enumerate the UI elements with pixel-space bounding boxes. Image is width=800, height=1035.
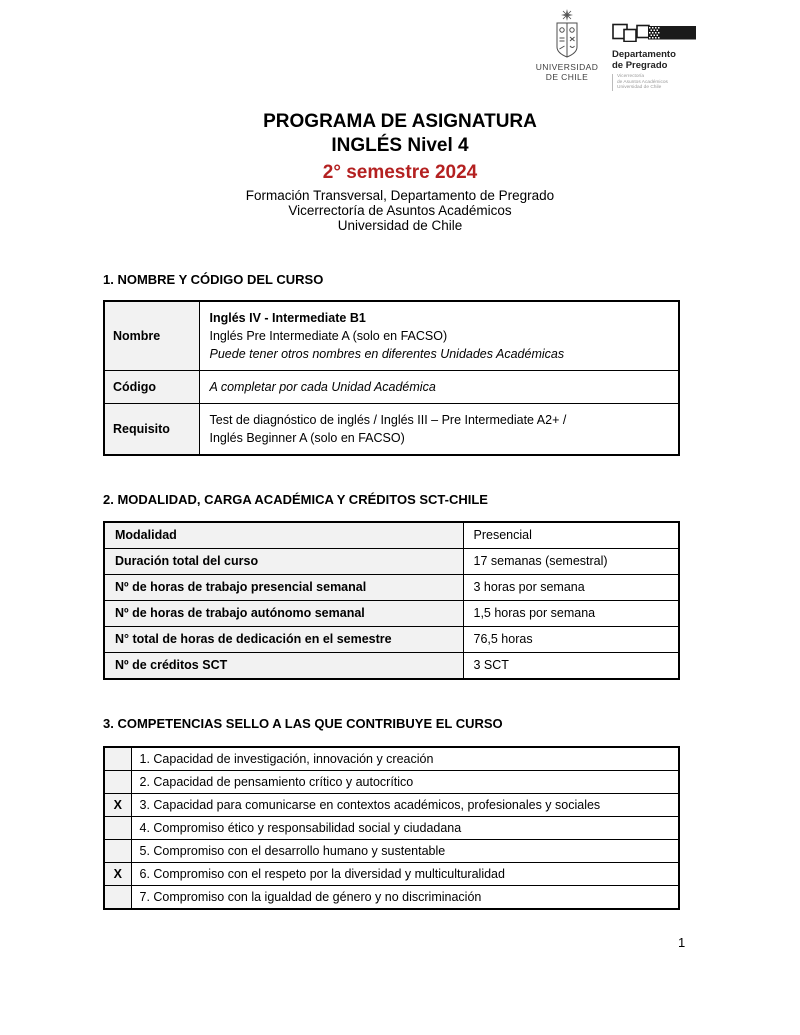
course-table-body — [104, 301, 679, 455]
competency-text: 2. Capacidad de pensamiento crítico y autocrítico — [131, 771, 679, 794]
row-label: N° total de horas de dedicación en el semestre — [104, 627, 463, 653]
value-line: Inglés Beginner A (solo en FACSO) — [209, 431, 405, 445]
row-value — [199, 371, 679, 404]
competency-mark — [104, 747, 131, 771]
row-label: Nº de horas de trabajo presencial semanal — [104, 575, 463, 601]
competency-text: 6. Compromiso con el respeto por la diversidad y multiculturalidad — [131, 863, 679, 886]
table-row — [104, 627, 679, 653]
header-logos — [534, 8, 700, 91]
pregrado-title-line2: de Pregrado — [612, 59, 668, 71]
table-row — [104, 404, 679, 456]
competency-text: 4. Compromiso ético y responsabilidad social y ciudadana — [131, 817, 679, 840]
value-line: Inglés Pre Intermediate A (solo en FACSO) — [209, 329, 448, 343]
universidad-de-chile-logo — [534, 8, 600, 82]
document-title-line2: INGLÉS Nivel 4 — [331, 135, 469, 156]
competency-text: 5. Compromiso con el desarrollo humano y sustentable — [131, 840, 679, 863]
table-row — [104, 301, 679, 371]
uchile-name-line2: DE CHILE — [545, 72, 589, 82]
row-value: Presencial — [463, 522, 679, 549]
table-row — [104, 794, 679, 817]
table-row — [104, 601, 679, 627]
table-row — [104, 575, 679, 601]
table-row — [104, 549, 679, 575]
row-value: 17 semanas (semestral) — [463, 549, 679, 575]
row-value: 3 SCT — [463, 653, 679, 680]
competency-mark: X — [104, 794, 131, 817]
title-subtitle — [0, 188, 800, 233]
row-label: Nº de horas de trabajo autónomo semanal — [104, 601, 463, 627]
pregrado-subtext: Vicerrectoría de Asuntos Académicos Universidad de Chile — [612, 74, 700, 91]
table-row — [104, 522, 679, 549]
table-row — [104, 840, 679, 863]
table-row — [104, 653, 679, 680]
table-row — [104, 886, 679, 910]
workload-table-body — [104, 522, 679, 679]
value-line: A completar por cada Unidad Académica — [209, 380, 436, 394]
row-label: Nombre — [104, 301, 199, 371]
section-3-heading: 3. COMPETENCIAS SELLO A LAS QUE CONTRIBUYE EL CURSO — [103, 716, 503, 731]
document-content — [0, 272, 800, 910]
row-label: Modalidad — [104, 522, 463, 549]
subtitle-line: Universidad de Chile — [337, 218, 463, 233]
document-title-line1: PROGRAMA DE ASIGNATURA — [263, 111, 537, 132]
table-row — [104, 371, 679, 404]
table-row — [104, 771, 679, 794]
value-line: Test de diagnóstico de inglés / Inglés III – Pre Intermediate A2+ / — [209, 413, 567, 427]
course-name-table — [103, 300, 680, 456]
pregrado-squares-icon — [612, 22, 698, 42]
subtitle-line: Vicerrectoría de Asuntos Académicos — [288, 203, 512, 218]
competencies-table — [103, 746, 680, 910]
competency-text: 3. Capacidad para comunicarse en contextos académicos, profesionales y sociales — [131, 794, 679, 817]
page-number: 1 — [678, 935, 686, 950]
row-value — [199, 301, 679, 371]
competency-mark — [104, 840, 131, 863]
row-value — [199, 404, 679, 456]
row-value: 76,5 horas — [463, 627, 679, 653]
row-label: Requisito — [104, 404, 199, 456]
competency-text: 7. Compromiso con la igualdad de género y no discriminación — [131, 886, 679, 910]
uchile-name-line1: UNIVERSIDAD — [535, 62, 599, 72]
workload-table — [103, 521, 680, 680]
row-label: Código — [104, 371, 199, 404]
row-label: Duración total del curso — [104, 549, 463, 575]
table-row — [104, 747, 679, 771]
competency-mark — [104, 817, 131, 840]
uchile-crest-icon — [550, 8, 584, 60]
semester-title: 2° semestre 2024 — [322, 162, 478, 183]
row-label: Nº de créditos SCT — [104, 653, 463, 680]
table-row — [104, 863, 679, 886]
value-line: Inglés IV - Intermediate B1 — [209, 311, 366, 325]
competency-mark — [104, 771, 131, 794]
section-2-heading: 2. MODALIDAD, CARGA ACADÉMICA Y CRÉDITOS SCT-CHILE — [103, 492, 488, 507]
subtitle-line: Formación Transversal, Departamento de Pregrado — [245, 188, 555, 203]
competencies-table-body — [104, 747, 679, 909]
section-1-heading: 1. NOMBRE Y CÓDIGO DEL CURSO — [103, 272, 324, 287]
row-value: 1,5 horas por semana — [463, 601, 679, 627]
table-row — [104, 817, 679, 840]
competency-mark — [104, 886, 131, 910]
departamento-pregrado-logo — [612, 8, 700, 91]
competency-mark: X — [104, 863, 131, 886]
value-line: Puede tener otros nombres en diferentes Unidades Académicas — [209, 347, 565, 361]
row-value: 3 horas por semana — [463, 575, 679, 601]
pregrado-title-line1: Departamento — [612, 49, 676, 60]
competency-text: 1. Capacidad de investigación, innovación y creación — [131, 747, 679, 771]
